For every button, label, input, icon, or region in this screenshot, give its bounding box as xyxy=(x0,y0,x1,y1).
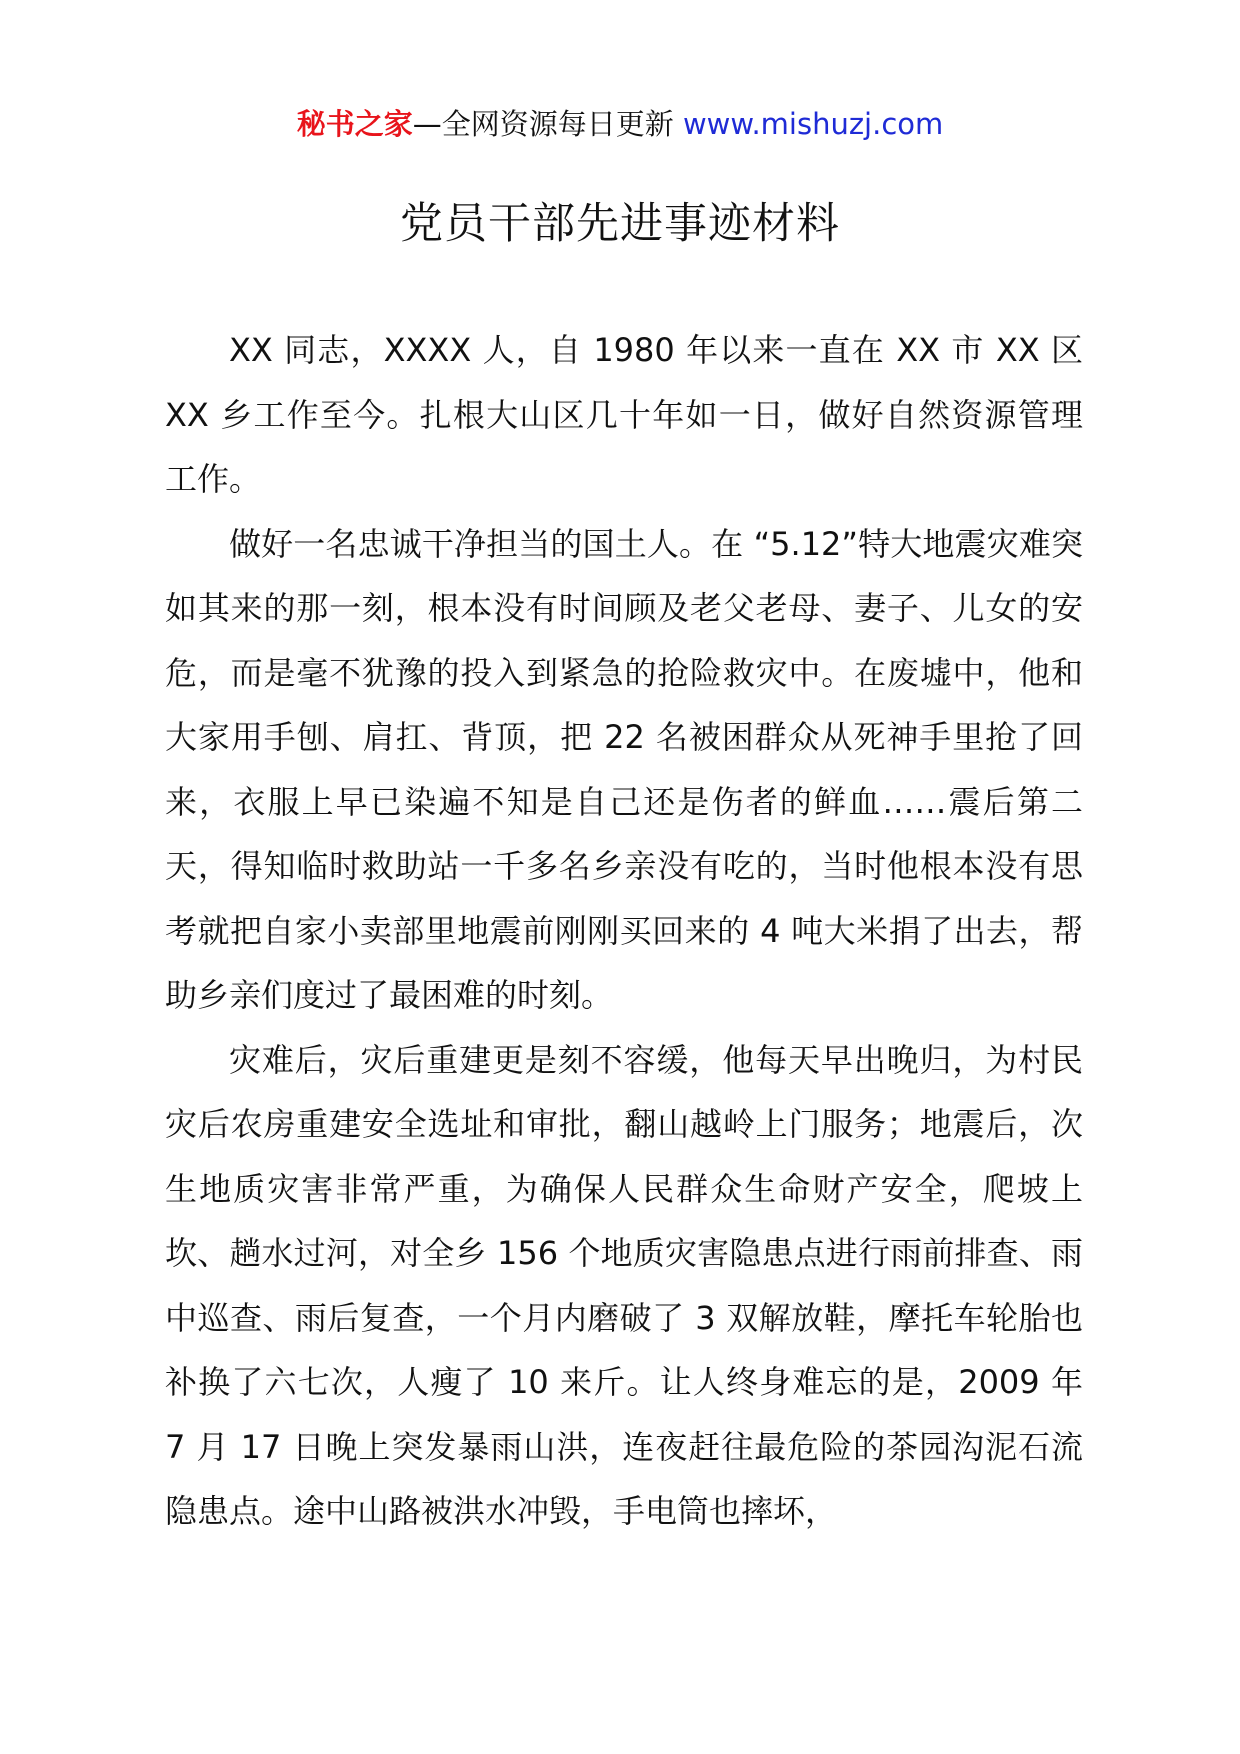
site-tagline: —全网资源每日更新 xyxy=(412,107,674,141)
document-title: 党员干部先进事迹材料 xyxy=(400,199,840,249)
site-url-link[interactable]: www.mishuzj.com xyxy=(682,107,944,141)
body-paragraph: XX 同志，XXXX 人，自 1980 年以来一直在 XX 市 XX 区 XX 乡工作至今。扎根大山区几十年如一日，做好自然资源管理工作。 xyxy=(165,331,1083,498)
site-brand: 秘书之家 xyxy=(296,107,413,141)
document-body xyxy=(165,318,1083,1544)
body-paragraph: 做好一名忠诚干净担当的国土人。在 “5.12”特大地震灾难突如其来的那一刻，根本没有时间顾及老父老母、妻子、儿女的安危，而是毫不犹豫的投入到紧急的抢险救灾中。在废墟中，他和大家用手刨、肩扛、背顶，把 22 名被困群众从死神手里抢了回来，衣服上早已染遍不知是自己还是伤者的鲜血……震后第二天，得知临时救助站一千多名乡亲没有吃的，当时他根本没有思考就把自家小卖部里地震前刚刚买回来的 4 吨大米捐了出去，帮助乡亲们度过了最困难的时刻。 xyxy=(165,524,1083,1014)
site-header xyxy=(0,104,1240,144)
body-paragraph: 灾难后，灾后重建更是刻不容缓，他每天早出晚归，为村民灾后农房重建安全选址和审批，翻山越岭上门服务；地震后，次生地质灾害非常严重，为确保人民群众生命财产安全，爬坡上坎、趟水过河，对全乡 156 个地质灾害隐患点进行雨前排查、雨中巡查、雨后复查，一个月内磨破了 3 双解放鞋，摩托车轮胎也补换了六七次，人瘦了 10 来斤。让人终身难忘的是，2009 年 7 月 17 日晚上突发暴雨山洪，连夜赶往最危险的茶园沟泥石流隐患点。途中山路被洪水冲毁，手电筒也摔坏， xyxy=(165,1040,1083,1530)
